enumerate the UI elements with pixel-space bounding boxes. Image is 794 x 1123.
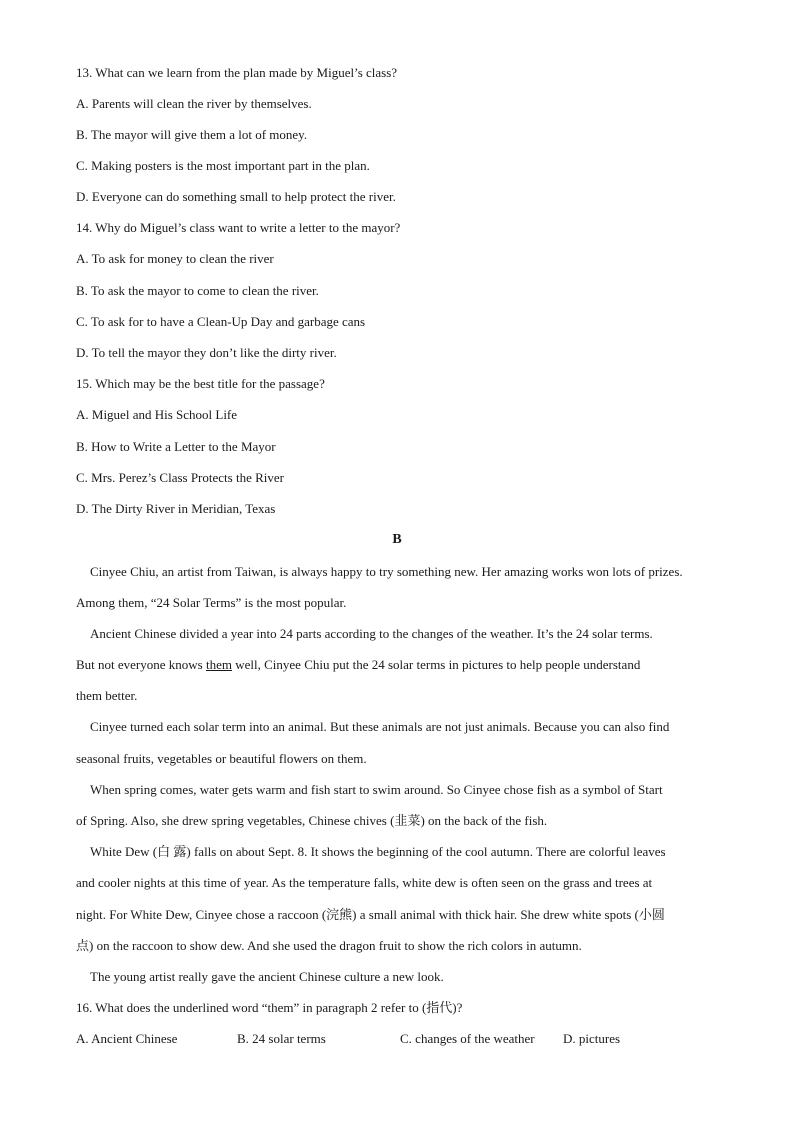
- underlined-word-them: them: [205, 657, 232, 672]
- question-15-option-d: D. The Dirty River in Meridian, Texas: [76, 501, 276, 516]
- paragraph-2-line-3: them better.: [76, 688, 138, 703]
- paragraph-2-line-2: [76, 657, 640, 673]
- paragraph-1-line-1: Cinyee Chiu, an artist from Taiwan, is always happy to try something new. Her amazing works won lots of prizes.: [90, 564, 683, 579]
- section-title: B: [392, 532, 402, 547]
- question-14-option-b: B. To ask the mayor to come to clean the river.: [76, 283, 319, 298]
- question-16-option-b: B. 24 solar terms: [237, 1031, 326, 1046]
- question-14-stem: 14. Why do Miguel’s class want to write a letter to the mayor?: [76, 220, 401, 235]
- question-15-option-b: B. How to Write a Letter to the Mayor: [76, 439, 276, 454]
- question-16-stem: 16. What does the underlined word “them” in paragraph 2 refer to (指代)?: [76, 1000, 463, 1015]
- paragraph-4-line-1: When spring comes, water gets warm and fish start to swim around. So Cinyee chose fish as a symbol of Start: [90, 782, 663, 797]
- question-16-option-a: A. Ancient Chinese: [76, 1031, 178, 1046]
- question-13-option-c: C. Making posters is the most important part in the plan.: [76, 158, 370, 173]
- paragraph-6-line-1: The young artist really gave the ancient Chinese culture a new look.: [90, 969, 444, 984]
- question-15-option-c: C. Mrs. Perez’s Class Protects the River: [76, 470, 284, 485]
- question-16-option-d: D. pictures: [563, 1031, 621, 1046]
- paragraph-5-line-4: 点) on the raccoon to show dew. And she used the dragon fruit to show the rich colors in autumn.: [76, 938, 582, 953]
- question-14-option-c: C. To ask for to have a Clean-Up Day and garbage cans: [76, 314, 366, 329]
- question-13-option-a: A. Parents will clean the river by themselves.: [76, 96, 312, 111]
- paragraph-2-text: But not everyone knows: [76, 657, 206, 672]
- question-13-option-b: B. The mayor will give them a lot of money.: [76, 127, 308, 142]
- paragraph-2-text: well, Cinyee Chiu put the 24 solar terms in pictures to help people understand: [231, 657, 641, 672]
- question-14-option-d: D. To tell the mayor they don’t like the dirty river.: [76, 345, 337, 360]
- question-13-option-d: D. Everyone can do something small to help protect the river.: [76, 189, 396, 204]
- paragraph-3-line-1: Cinyee turned each solar term into an animal. But these animals are not just animals. Because you can also find: [90, 719, 670, 734]
- paragraph-5-line-2: and cooler nights at this time of year. As the temperature falls, white dew is often seen on the grass and trees at: [76, 875, 653, 890]
- question-16-option-c: C. changes of the weather: [400, 1031, 535, 1046]
- paragraph-4-line-2: of Spring. Also, she drew spring vegetables, Chinese chives (韭菜) on the back of the fish.: [76, 813, 548, 828]
- question-14-option-a: A. To ask for money to clean the river: [76, 251, 274, 266]
- paragraph-5-line-1: White Dew (白 露) falls on about Sept. 8. It shows the beginning of the cool autumn. There are colorful leaves: [90, 844, 666, 859]
- paragraph-2-line-1: Ancient Chinese divided a year into 24 parts according to the changes of the weather. It’s the 24 solar terms.: [90, 626, 653, 641]
- paragraph-5-line-3: night. For White Dew, Cinyee chose a raccoon (浣熊) a small animal with thick hair. She drew white spots (小圆: [76, 907, 665, 922]
- question-15-stem: 15. Which may be the best title for the passage?: [76, 376, 325, 391]
- paragraph-1-line-2: Among them, “24 Solar Terms” is the most popular.: [76, 595, 347, 610]
- paragraph-3-line-2: seasonal fruits, vegetables or beautiful flowers on them.: [76, 751, 367, 766]
- question-13-stem: 13. What can we learn from the plan made by Miguel’s class?: [76, 65, 398, 80]
- question-15-option-a: A. Miguel and His School Life: [76, 407, 238, 422]
